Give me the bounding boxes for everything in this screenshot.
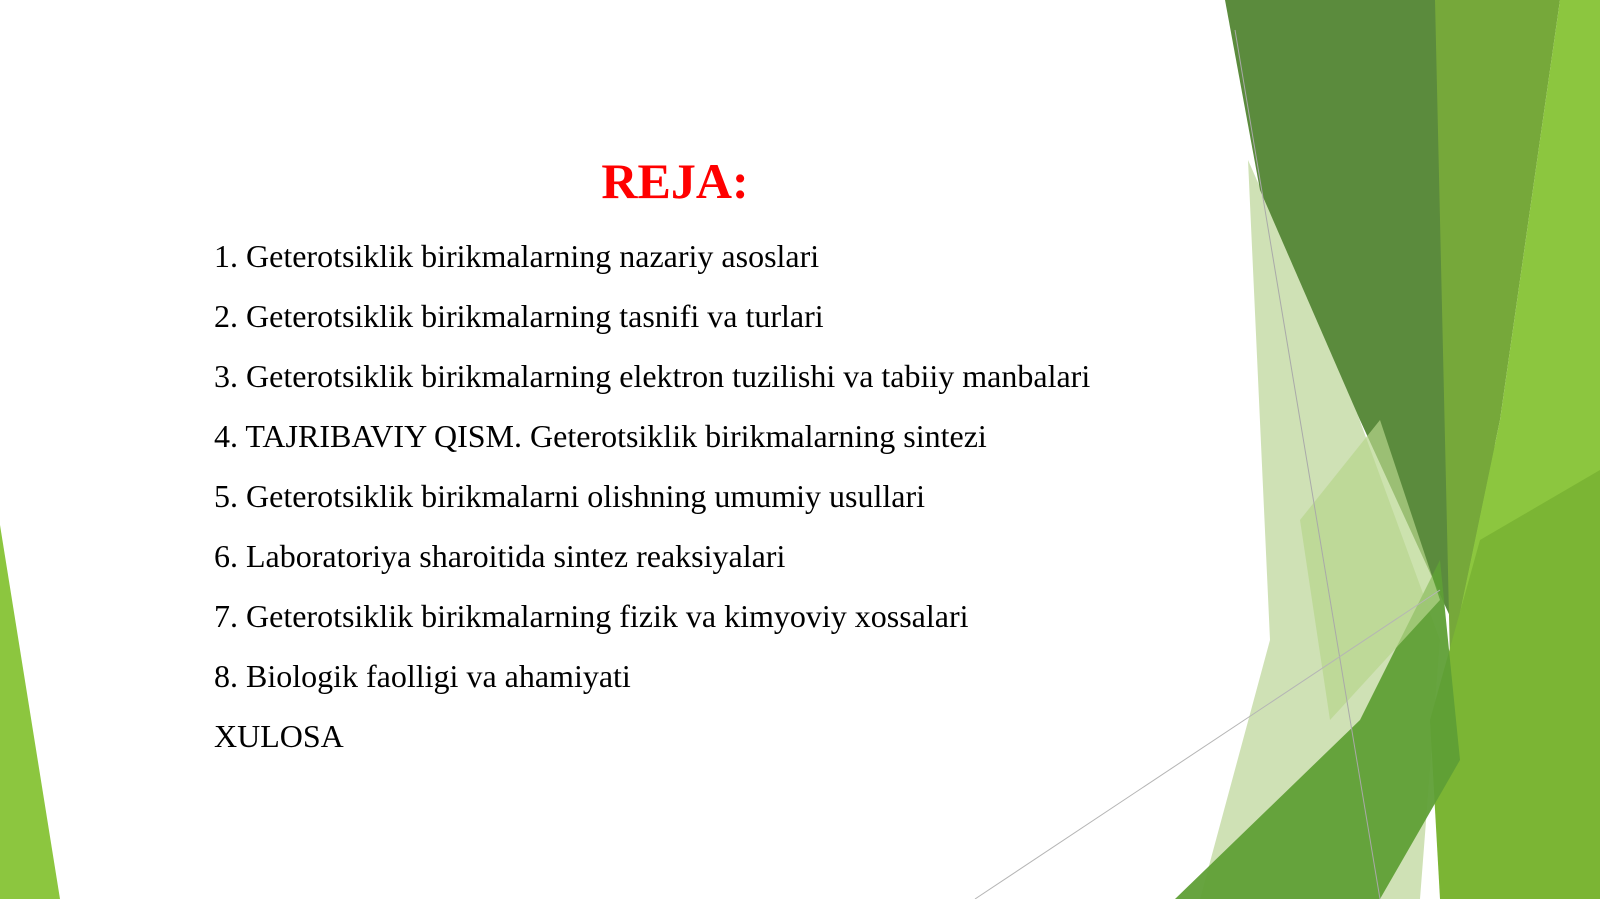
agenda-list: [214, 230, 1090, 770]
slide-title: REJA:: [601, 153, 749, 209]
agenda-item: 6. Laboratoriya sharoitida sintez reaksiyalari: [214, 538, 786, 574]
agenda-item: 8. Biologik faolligi va ahamiyati: [214, 658, 631, 694]
agenda-item: 3. Geterotsiklik birikmalarning elektron tuzilishi va tabiiy manbalari: [214, 358, 1091, 394]
agenda-item: 2. Geterotsiklik birikmalarning tasnifi va turlari: [214, 298, 824, 334]
agenda-item: 1. Geterotsiklik birikmalarning nazariy asoslari: [214, 238, 820, 274]
left-green-sliver: [0, 525, 60, 899]
agenda-item: 7. Geterotsiklik birikmalarning fizik va kimyoviy xossalari: [214, 598, 969, 634]
agenda-item: 4. TAJRIBAVIY QISM. Geterotsiklik birikmalarning sintezi: [214, 418, 987, 454]
agenda-item: 5. Geterotsiklik birikmalarni olishning umumiy usullari: [214, 478, 926, 514]
agenda-item-conclusion: XULOSA: [214, 718, 344, 754]
